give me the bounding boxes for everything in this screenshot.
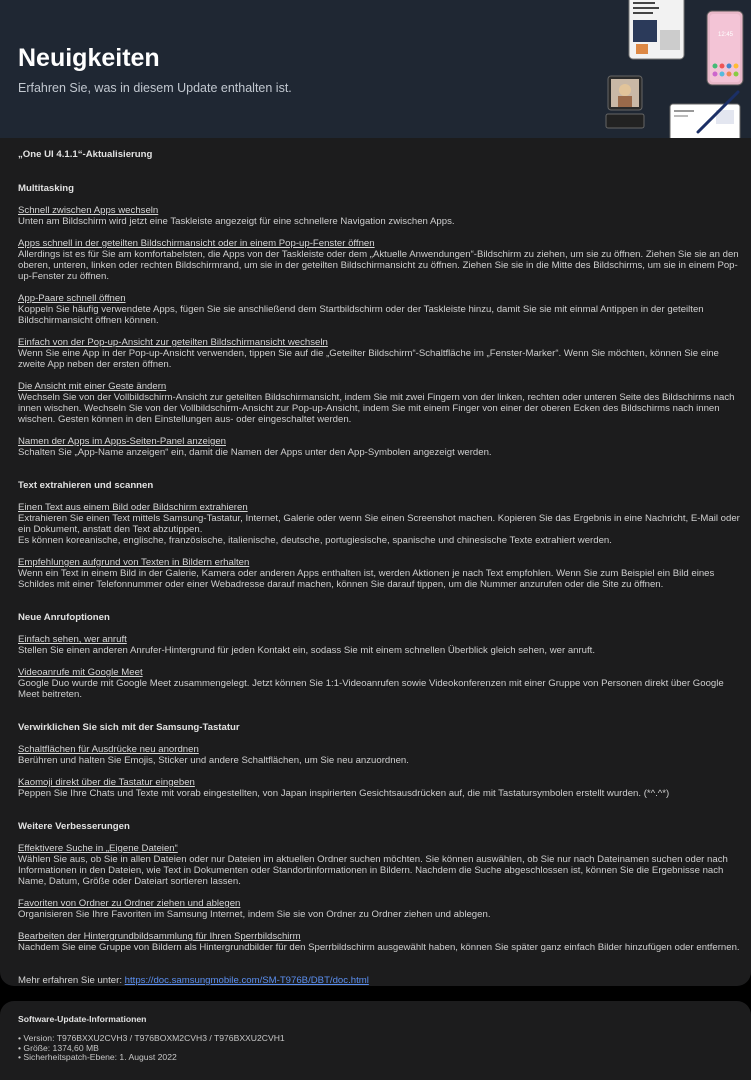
feature-description: Google Duo wurde mit Google Meet zusammengelegt. Jetzt können Sie 1:1-Videoanrufen sowie Videokonferenzen mit einer Gruppe von Personen direkt über Google Meet beitreten. bbox=[18, 678, 724, 700]
feature-description: Koppeln Sie häufig verwendete Apps, fügen Sie sie anschließend dem Startbildschirm oder der Taskleiste hinzu, damit Sie sie mit einmal Antippen in der geteilten Bildschirmansicht öffnen können. bbox=[18, 304, 704, 326]
section-heading: Weitere Verbesserungen bbox=[18, 821, 130, 832]
feature-description: Wählen Sie aus, ob Sie in allen Dateien oder nur Dateien im aktuellen Ordner suchen möchten. Sie können auswählen, ob Sie nur nach Dateinamen suchen oder nach Informationen in den Dateien, wie Text in Dokumenten oder Standortinformationen in Bildern. Nachdem die Suche abgeschlossen ist, können Sie die Ergebnisse nach Name, Datum, Größe oder Dateiart sortieren lassen. bbox=[18, 854, 728, 887]
svg-text:12:45: 12:45 bbox=[718, 32, 734, 38]
feature-title-link[interactable]: Bearbeiten der Hintergrundbildsammlung für Ihren Sperrbildschirm bbox=[18, 931, 301, 942]
security-patch-level: • Sicherheitspatch-Ebene: 1. August 2022 bbox=[18, 1053, 285, 1063]
more-info bbox=[18, 975, 740, 986]
feature-item bbox=[18, 337, 740, 370]
software-info-list bbox=[18, 1034, 285, 1063]
feature-item bbox=[18, 238, 740, 282]
feature-title-link[interactable]: Effektivere Suche in „Eigene Dateien“ bbox=[18, 843, 178, 854]
page-subtitle: Erfahren Sie, was in diesem Update enthalten ist. bbox=[18, 81, 292, 95]
phone-screenshot-illustration bbox=[628, 0, 686, 62]
feature-description: Wenn ein Text in einem Bild in der Galerie, Kamera oder anderen Apps enthalten ist, werden Aktionen je nach Text empfohlen. Wenn Sie zum Beispiel ein Bild eines Schildes mit einer Telefonnummer oder einer Webadresse darauf machen, können Sie darauf tippen, um die Nummer anzurufen oder die Site zu öffnen. bbox=[18, 568, 715, 590]
feature-item bbox=[18, 205, 740, 227]
feature-item bbox=[18, 931, 740, 953]
tablet-with-pen-illustration bbox=[668, 88, 744, 138]
header bbox=[0, 0, 751, 138]
section-heading: Verwirklichen Sie sich mit der Samsung-Tastatur bbox=[18, 722, 240, 733]
software-info-title: Software-Update-Informationen bbox=[18, 1014, 147, 1024]
feature-description: Organisieren Sie Ihre Favoriten im Samsung Internet, indem Sie sie von Ordner zu Ordner ziehen und ablegen. bbox=[18, 909, 491, 920]
feature-item bbox=[18, 898, 740, 920]
feature-description: Stellen Sie einen anderen Anrufer-Hintergrund für jeden Kontakt ein, sodass Sie mit einem schnellen Überblick gleich sehen, wer anruft. bbox=[18, 645, 596, 656]
feature-item bbox=[18, 744, 740, 766]
feature-title-link[interactable]: Einfach sehen, wer anruft bbox=[18, 634, 127, 645]
feature-title-link[interactable]: App-Paare schnell öffnen bbox=[18, 293, 126, 304]
section-heading: Neue Anrufoptionen bbox=[18, 612, 110, 623]
documentation-link[interactable]: https://doc.samsungmobile.com/SM-T976B/DBT/doc.html bbox=[124, 975, 369, 986]
feature-title-link[interactable]: Die Ansicht mit einer Geste ändern bbox=[18, 381, 167, 392]
sections bbox=[18, 183, 740, 953]
feature-item bbox=[18, 381, 740, 425]
feature-item bbox=[18, 293, 740, 326]
feature-description: Berühren und halten Sie Emojis, Sticker und andere Schaltflächen, um Sie neu anzuordnen. bbox=[18, 755, 409, 766]
feature-item bbox=[18, 436, 740, 458]
feature-title-link[interactable]: Schaltflächen für Ausdrücke neu anordnen bbox=[18, 744, 199, 755]
feature-title-link[interactable]: Namen der Apps im Apps-Seiten-Panel anzeigen bbox=[18, 436, 226, 447]
feature-description-extra: Es können koreanische, englische, französische, italienische, deutsche, portugiesische, spanische und chinesische Texte extrahiert werden. bbox=[18, 535, 612, 546]
feature-title-link[interactable]: Kaomoji direkt über die Tastatur eingeben bbox=[18, 777, 195, 788]
feature-description: Extrahieren Sie einen Text mittels Samsung-Tastatur, Internet, Galerie oder wenn Sie einen Screenshot machen. Kopieren Sie das Ergebnis in eine Nachricht, E-Mail oder ein Dokument, anstatt den Text abzutippen. bbox=[18, 513, 740, 535]
phone-homescreen-illustration bbox=[706, 10, 744, 86]
section bbox=[18, 821, 740, 953]
feature-description: Allerdings ist es für Sie am komfortabelsten, die Apps von der Taskleiste oder dem „Aktuelle Anwendungen“-Bildschirm zu ziehen, um sie zu öffnen. Ziehen Sie sie an den oberen, unteren, linken oder rechten Bildschirmrand, um sie in der geteilten Bildschirmansicht zu öffnen. Ziehen Sie sie in die Mitte des Bildschirms, um sie in einem Pop-up-Fenster zu öffnen. bbox=[18, 249, 739, 282]
feature-item bbox=[18, 667, 740, 700]
feature-title-link[interactable]: Videoanrufe mit Google Meet bbox=[18, 667, 143, 678]
feature-description: Wechseln Sie von der Vollbildschirm-Ansicht zur geteilten Bildschirmansicht, indem Sie mit zwei Fingern von der linken, rechten oder unteren Seite des Bildschirms nach innen wischen. Wechseln Sie von der Vollbildschirm-Ansicht zur Pop-up-Ansicht, indem Sie mit einem Finger von einer der oberen Ecken des Bildschirms nach innen wischen. Gesten können in den Einstellungen aus- oder eingeschaltet werden. bbox=[18, 392, 735, 425]
feature-description: Unten am Bildschirm wird jetzt eine Taskleiste angezeigt für eine schnellere Navigation zwischen Apps. bbox=[18, 216, 455, 227]
feature-description: Schalten Sie „App-Name anzeigen“ ein, damit die Namen der Apps unter den App-Symbolen angezeigt werden. bbox=[18, 447, 492, 458]
feature-description: Peppen Sie Ihre Chats und Texte mit vorab eingestellten, von Japan inspirierten Gesichtsausdrücken auf, die mit Tastatursymbolen erstellt wurden. (*^.^*) bbox=[18, 788, 670, 799]
feature-item bbox=[18, 843, 740, 887]
software-version: • Version: T976BXXU2CVH3 / T976BOXM2CVH3 / T976BXXU2CVH1 bbox=[18, 1034, 285, 1044]
software-size: • Größe: 1374,60 MB bbox=[18, 1044, 285, 1054]
foldable-phone-illustration bbox=[605, 74, 645, 132]
feature-title-link[interactable]: Favoriten von Ordner zu Ordner ziehen und ablegen bbox=[18, 898, 241, 909]
release-title: „One UI 4.1.1“-Aktualisierung bbox=[18, 149, 153, 160]
feature-description: Nachdem Sie eine Gruppe von Bildern als Hintergrundbilder für den Sperrbildschirm ausgewählt haben, können Sie später ganz einfach Bilder hinzufügen oder entfernen. bbox=[18, 942, 740, 953]
feature-item bbox=[18, 777, 740, 799]
more-info-label: Mehr erfahren Sie unter: bbox=[18, 975, 125, 986]
software-update-info bbox=[0, 1001, 751, 1080]
release-notes-card bbox=[0, 138, 751, 986]
feature-item bbox=[18, 502, 740, 546]
section-heading: Text extrahieren und scannen bbox=[18, 480, 154, 491]
section bbox=[18, 612, 740, 700]
feature-title-link[interactable]: Empfehlungen aufgrund von Texten in Bildern erhalten bbox=[18, 557, 250, 568]
feature-title-link[interactable]: Einfach von der Pop-up-Ansicht zur geteilten Bildschirmansicht wechseln bbox=[18, 337, 328, 348]
feature-title-link[interactable]: Schnell zwischen Apps wechseln bbox=[18, 205, 159, 216]
feature-item bbox=[18, 634, 740, 656]
feature-item bbox=[18, 557, 740, 590]
section bbox=[18, 480, 740, 590]
section-heading: Multitasking bbox=[18, 183, 74, 194]
feature-title-link[interactable]: Apps schnell in der geteilten Bildschirmansicht oder in einem Pop-up-Fenster öffnen bbox=[18, 238, 375, 249]
feature-title-link[interactable]: Einen Text aus einem Bild oder Bildschirm extrahieren bbox=[18, 502, 248, 513]
feature-description: Wenn Sie eine App in der Pop-up-Ansicht verwenden, tippen Sie auf die „Geteilter Bildschirm“-Schaltfläche im „Fenster-Marker“. Wenn Sie möchten, können Sie eine zweite App neben der ersten öffnen. bbox=[18, 348, 719, 370]
section bbox=[18, 183, 740, 458]
page-title: Neuigkeiten bbox=[18, 44, 160, 72]
section bbox=[18, 722, 740, 799]
